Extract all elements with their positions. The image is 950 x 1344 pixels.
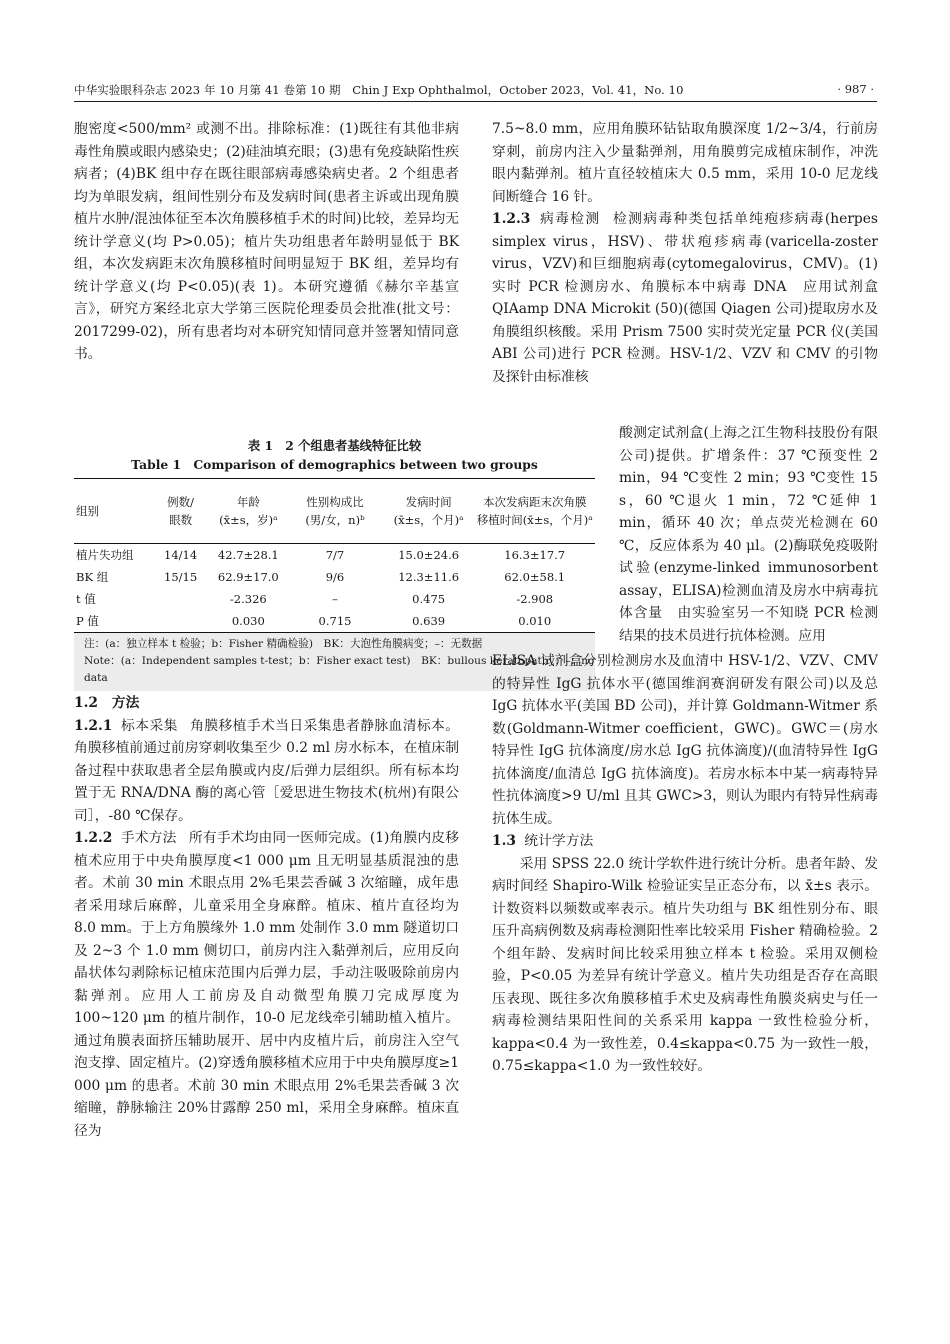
right-column-top bbox=[492, 118, 878, 388]
section-title: 标本采集 bbox=[120, 717, 178, 734]
table-cell: 42.7±28.1 bbox=[217, 548, 279, 562]
section-number: 1.2.3 bbox=[492, 211, 531, 227]
table-cell: 0.030 bbox=[231, 614, 265, 628]
table-cell: -2.908 bbox=[516, 592, 554, 606]
section-number: 1.3 bbox=[492, 833, 517, 849]
table-cell: 14/14 bbox=[164, 548, 198, 562]
section-text: 角膜移植手术当日采集患者静脉血清标本。角膜移植前通过前房穿刺收集至少 0.2 ml 房水标本，在植床制备过程中获取患者全层角膜或内皮/后弹力层组织。所有标本均置于无 RNA/DNA 酶的离心管［爱思进生物技术(杭州)有限公司］，-80 ℃保存。 bbox=[74, 717, 460, 824]
table-row bbox=[74, 610, 595, 632]
table-cell: 12.3±11.6 bbox=[398, 570, 460, 584]
section-1-2-1 bbox=[74, 715, 459, 828]
section-title: 手术方法 bbox=[120, 830, 177, 846]
table-caption-en: Table 1 Comparison of demographics between two groups bbox=[131, 457, 538, 472]
paragraph-statistics: 采用 SPSS 22.0 统计学软件进行统计分析。患者年龄、发病时间经 Shapiro-Wilk 检验证实呈正态分布，以 x̄±s 表示。计数资料以频数或率表示。植片失功组与 BK 组性别分布、眼压升高病例数及病毒检测阳性率比较采用 Fisher 精确检验。2 个组年龄、发病时间比较采用独立样本 t 检验。采用双侧检验，P<0.05 为差异有统计学意义。植片失功组是否存在高眼压表现、既往多次角膜移植手术史及病毒性角膜炎病史与任一病毒检测结果阳性间的关系采用 kappa 一致性检验分析，kappa<0.4 为一致性差，0.4≤kappa<0.75 为一致性一般，0.75≤kappa<1.0 为一致性较好。 bbox=[492, 855, 878, 1074]
table-cell: 0.639 bbox=[412, 614, 446, 628]
table-header-row bbox=[74, 479, 595, 544]
table-cell: 7/7 bbox=[325, 548, 345, 562]
table-cell: 62.0±58.1 bbox=[504, 570, 566, 584]
header-onset: 发病时间 (x̄±s，个月)ᵃ bbox=[393, 495, 464, 527]
right-column-narrow bbox=[619, 422, 878, 647]
table-cell: P 值 bbox=[76, 614, 99, 628]
section-text: 所有手术均由同一医师完成。(1)角膜内皮移植术应用于中央角膜厚度<1 000 μm 且无明显基质混浊的患者。术前 30 min 术眼点用 2%毛果芸香碱 3 次缩瞳，成年患者采用球后麻醉，儿童采用全身麻醉。植床、植片直径均为 8.0 mm。于上方角膜缘外 1.0 mm 处制作 3.0 mm 隧道切口及 2~3 个 1.0 mm 侧切口，前房内注入黏弹剂后，应用反向晶状体勾剥除标记植床范围内后弹力层，手动注吸吸除前房内黏弹剂。应用人工前房及自动微型角膜刀完成厚度为 100~120 μm 的植片制作，10-0 尼龙线牵引辅助植入植片。通过角膜表面挤压辅助展开、居中内皮植片后，前房注入空气泡支撑、固定植片。(2)穿透角膜移植术应用于中央角膜厚度≥1 000 μm 的患者。术前 30 min 术眼点用 2%毛果芸香碱 3 次缩瞳，静脉输注 20%甘露醇 250 ml，采用全身麻醉。植床直径为 bbox=[74, 830, 460, 1139]
table-row bbox=[74, 588, 595, 610]
right-column-bottom bbox=[492, 650, 878, 1078]
section-number: 1.2.1 bbox=[74, 717, 113, 734]
journal-citation: 中华实验眼科杂志 2023 年 10 月第 41 卷第 10 期 Chin J Exp Ophthalmol，October 2023，Vol. 41，No. 10 bbox=[74, 83, 684, 97]
left-column-top bbox=[74, 118, 459, 366]
header-age: 年龄 (x̄±s，岁)ᵃ bbox=[219, 495, 278, 527]
table-row bbox=[74, 566, 595, 588]
table-cell: 0.010 bbox=[518, 614, 552, 628]
table-cell: BK 组 bbox=[76, 570, 109, 584]
header-group: 组别 bbox=[76, 504, 99, 518]
table-grid bbox=[74, 478, 595, 633]
paragraph-pcr-elisa: 酸测定试剂盒(上海之江生物科技股份有限公司)提供。扩增条件：37 ℃预变性 2 min，94 ℃变性 2 min；93 ℃变性 15 s，60 ℃退火 1 min，72 ℃延伸 1 min，循环 40 次；单点荧光检测在 60 ℃，反应体系为 40 μl。(2)酶联免疫吸附试验(enzyme-linked immunosorbent assay，ELISA)检测血清及房水中病毒抗体含量 由实验室另一不知晓 PCR 检测结果的技术员进行抗体检测。应用 bbox=[619, 425, 878, 644]
table-note-en: Note：(a：Independent samples t-test；b：Fisher exact test) BK：bullous keratopathy；–：no data bbox=[84, 655, 595, 684]
paragraph-elisa: ELISA 试剂盒分别检测房水及血清中 HSV-1/2、VZV、CMV 的特异性 IgG 抗体水平(德国维润赛润研发有限公司)以及总 IgG 抗体水平(美国 BD 公司)，并计算 Goldmann-Witmer 系数(Goldmann-Witmer coefficient，GWC)。GWC＝(房水特异性 IgG 抗体滴度/房水总 IgG 抗体滴度)/(血清特异性 IgG 抗体滴度/血清总 IgG 抗体滴度)。若房水标本中某一病毒特异性抗体滴度>9 U/ml 且其 GWC>3，则认为眼内有特异性病毒抗体生成。 bbox=[492, 653, 878, 827]
heading-1-2: 1.2 方法 bbox=[74, 695, 140, 711]
section-1-2-2 bbox=[74, 827, 459, 1142]
section-1-2-3 bbox=[492, 208, 878, 388]
section-number: 1.2.2 bbox=[74, 830, 113, 846]
heading-1-3 bbox=[492, 830, 878, 853]
table-cell: 62.9±17.0 bbox=[217, 570, 279, 584]
table-cell: 15/15 bbox=[164, 570, 198, 584]
table-cell: 0.475 bbox=[412, 592, 446, 606]
paragraph-surgery-continued: 7.5~8.0 mm，应用角膜环钻钻取角膜深度 1/2~3/4，行前房穿刺，前房内注入少量黏弹剂，用角膜剪完成植床制作，冲洗眼内黏弹剂。植片直径较植床大 0.5 mm，采用 10-0 尼龙线间断缝合 16 针。 bbox=[492, 121, 878, 205]
table-cell: -2.326 bbox=[229, 592, 267, 606]
table-cell: 植片失功组 bbox=[76, 548, 134, 562]
table-cell: 0.715 bbox=[318, 614, 352, 628]
header-cases: 例数/ 眼数 bbox=[167, 495, 195, 527]
running-header bbox=[74, 82, 874, 102]
left-column-bottom bbox=[74, 692, 459, 1142]
table-cell: t 值 bbox=[76, 592, 96, 606]
table-cell: 15.0±24.6 bbox=[398, 548, 460, 562]
page-number: · 987 · bbox=[837, 82, 874, 96]
table-cell: 16.3±17.7 bbox=[504, 548, 566, 562]
header-rule bbox=[74, 101, 877, 102]
section-title: 统计学方法 bbox=[524, 833, 594, 849]
table-row bbox=[74, 544, 595, 566]
table-cell: 9/6 bbox=[325, 570, 345, 584]
table-note-cn: 注：(a：独立样本 t 检验；b：Fisher 精确检验) BK：大泡性角膜病变；–：无数据 bbox=[84, 638, 483, 650]
section-text: 检测病毒种类包括单纯疱疹病毒(herpes simplex virus，HSV)、带状疱疹病毒(varicella-zoster virus，VZV)和巨细胞病毒(cytomegalovirus，CMV)。(1)实时 PCR 检测房水、角膜标本中病毒 DNA 应用试剂盒 QIAamp DNA Microkit (50)(德国 Qiagen 公司)提取房水及角膜组织核酸。采用 Prism 7500 实时荧光定量 PCR 仪(美国 ABI 公司)进行 PCR 检测。HSV-1/2、VZV 和 CMV 的引物及探针由标准核 bbox=[492, 211, 879, 385]
header-sex: 性别构成比 (男/女，n)ᵇ bbox=[305, 495, 365, 527]
section-title: 病毒检测 bbox=[538, 211, 601, 227]
header-interval: 本次发病距末次角膜 移植时间(x̄±s，个月)ᵃ bbox=[476, 495, 593, 527]
table-caption-cn: 表 1 2 个组患者基线特征比较 bbox=[247, 438, 422, 453]
table-cell: – bbox=[332, 592, 338, 606]
paragraph-exclusion-criteria: 胞密度<500/mm² 或测不出。排除标准：(1)既往有其他非病毒性角膜或眼内感染史；(2)硅油填充眼；(3)患有免疫缺陷性疾病者；(4)BK 组中存在既往眼部病毒感染病史者。2 个组患者均为单眼发病，组间性别分布及发病时间(患者主诉或出现角膜植片水肿/混浊体征至本次角膜移植手术的时间)比较，差异均无统计学意义(均 P>0.05)；植片失功组患者年龄明显低于 BK 组，本次发病距末次角膜移植时间明显短于 BK 组，差异均有统计学意义(均 P<0.05)(表 1)。本研究遵循《赫尔辛基宣言》，研究方案经北京大学第三医院伦理委员会批准(批文号：2017299-02)，所有患者均对本研究知情同意并签署知情同意书。 bbox=[74, 121, 459, 362]
